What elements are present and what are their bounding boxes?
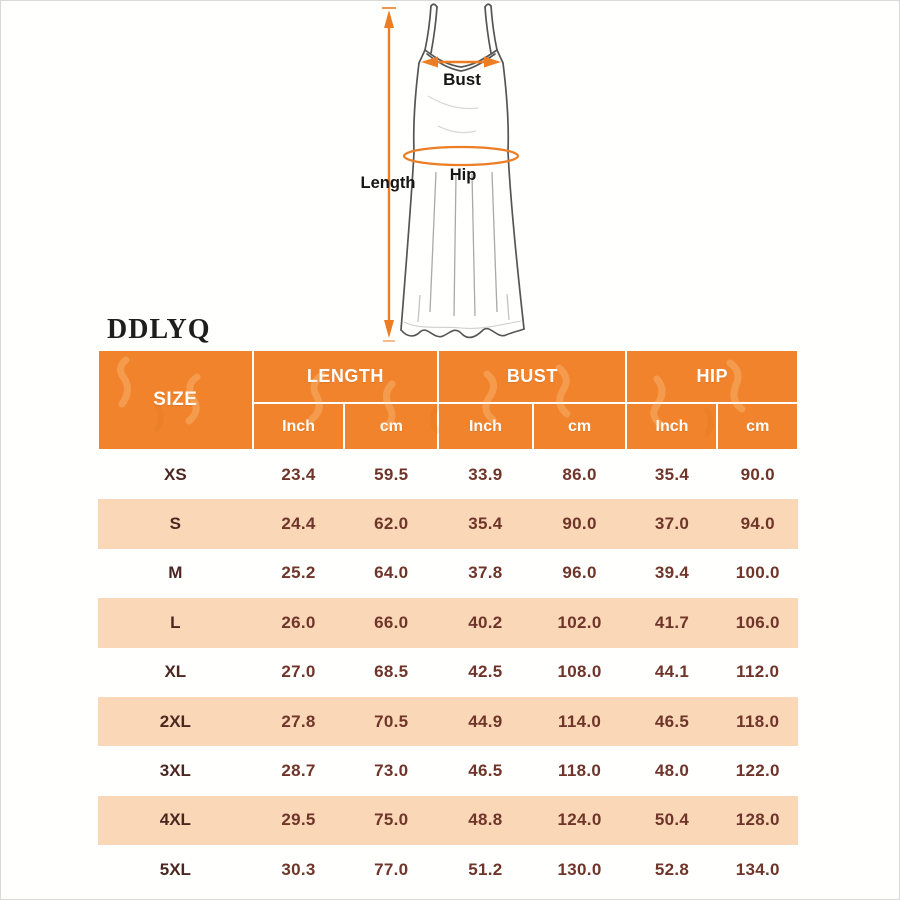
header-bust-inch: Inch [438,403,533,450]
measurement-value: 48.0 [654,761,690,781]
measurement-value: 128.0 [735,810,780,830]
table-row [98,697,798,746]
size-label: 2XL [159,711,191,731]
measurement-value: 108.0 [557,662,602,682]
size-label: M [168,563,183,583]
measurement-value: 100.0 [735,563,780,583]
length-label: Length [360,174,416,192]
measurement-value: 52.8 [654,859,690,879]
measurement-value: 27.0 [281,662,316,682]
measurement-value: 122.0 [735,761,780,781]
size-label: 4XL [159,810,191,830]
dress-measurement-diagram [0,0,900,348]
header-hip-cm: cm [717,403,798,450]
measurement-value: 28.7 [281,761,316,781]
table-row [98,746,798,795]
measurement-value: 50.4 [654,810,690,830]
measurement-value: 124.0 [557,810,602,830]
table-row [98,796,798,845]
header-bust-cm: cm [533,403,627,450]
header-length-cm: cm [344,403,438,450]
measurement-value: 134.0 [735,859,780,879]
measurement-value: 86.0 [562,465,597,485]
measurement-value: 35.4 [654,465,690,485]
measurement-value: 64.0 [374,563,409,583]
header-size: SIZE [98,350,253,450]
measurement-value: 25.2 [281,563,316,583]
header-bust: BUST [438,350,626,403]
table-row [98,450,798,499]
measurement-value: 39.4 [654,563,690,583]
measurement-value: 46.5 [654,711,690,731]
measurement-value: 41.7 [654,612,690,632]
table-row [98,845,798,894]
measurement-value: 66.0 [374,612,409,632]
measurement-value: 26.0 [281,612,316,632]
brand-logo: DDLYQ [107,314,211,345]
measurement-value: 59.5 [374,465,409,485]
header-hip: HIP [626,350,798,403]
measurement-value: 24.4 [281,514,316,534]
table-row [98,598,798,647]
bust-label: Bust [443,70,481,89]
header-hip-inch: Inch [626,403,717,450]
measurement-value: 44.9 [468,711,503,731]
measurement-value: 118.0 [558,761,602,781]
measurement-value: 90.0 [740,465,775,485]
measurement-value: 68.5 [374,662,409,682]
table-row [98,648,798,697]
measurement-value: 48.8 [468,810,503,830]
measurement-value: 96.0 [562,563,597,583]
measurement-value: 35.4 [468,514,503,534]
measurement-value: 37.8 [468,563,503,583]
table-row [98,549,798,598]
measurement-value: 42.5 [468,662,503,682]
hip-ellipse [404,147,518,165]
measurement-value: 94.0 [740,514,775,534]
size-chart-body [98,450,798,895]
size-chart [97,349,799,895]
measurement-value: 106.0 [735,612,780,632]
measurement-value: 27.8 [281,711,316,731]
header-length: LENGTH [253,350,438,403]
measurement-value: 37.0 [654,514,690,534]
hip-label: Hip [449,166,477,184]
measurement-value: 102.0 [557,612,602,632]
measurement-value: 62.0 [374,514,409,534]
header-length-inch: Inch [253,403,345,450]
measurement-value: 118.0 [736,711,780,731]
measurement-value: 130.0 [557,859,602,879]
size-label: 5XL [159,859,191,879]
measurement-value: 77.0 [374,859,409,879]
size-label: XS [164,465,187,485]
measurement-value: 51.2 [468,859,503,879]
measurement-value: 114.0 [558,711,602,731]
measurement-value: 33.9 [468,465,503,485]
measurement-value: 29.5 [281,810,316,830]
measurement-value: 73.0 [374,761,409,781]
size-label: 3XL [159,761,191,781]
table-row [98,499,798,548]
bust-arrow [421,57,501,68]
size-chart-table [97,349,799,895]
measurement-value: 30.3 [281,859,316,879]
size-label: XL [164,662,187,682]
measurement-value: 23.4 [281,465,316,485]
measurement-value: 46.5 [468,761,503,781]
dress-fold-lines [404,96,521,328]
measurement-value: 44.1 [654,662,690,682]
measurement-value: 70.5 [374,711,409,731]
size-label: L [170,612,181,632]
measurement-value: 40.2 [468,612,503,632]
measurement-value: 90.0 [562,514,597,534]
size-label: S [169,514,182,534]
measurement-value: 112.0 [736,662,780,682]
measurement-value: 75.0 [374,810,409,830]
